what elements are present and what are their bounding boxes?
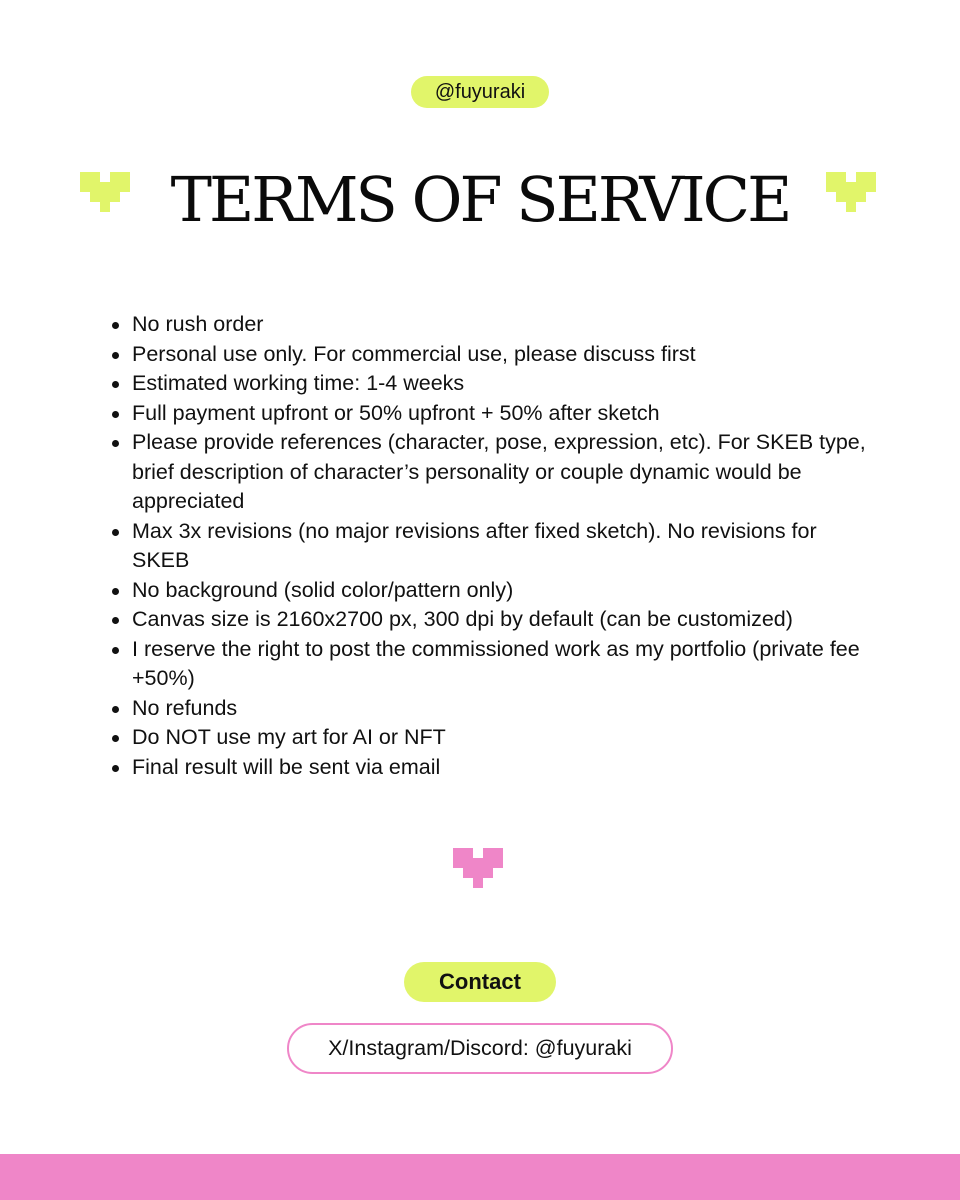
page-title: TERMS OF SERVICE bbox=[170, 163, 790, 236]
title-row bbox=[0, 150, 960, 250]
list-item: No background (solid color/pattern only) bbox=[110, 576, 870, 606]
bullet-icon bbox=[112, 647, 119, 654]
contact-label-badge bbox=[404, 962, 556, 1002]
bullet-icon bbox=[112, 529, 119, 536]
list-item: Do NOT use my art for AI or NFT bbox=[110, 723, 870, 753]
list-item: Full payment upfront or 50% upfront + 50% after sketch bbox=[110, 399, 870, 429]
list-item: Final result will be sent via email bbox=[110, 753, 870, 783]
bullet-icon bbox=[112, 765, 119, 772]
bullet-icon bbox=[112, 440, 119, 447]
bullet-icon bbox=[112, 352, 119, 359]
list-item: No rush order bbox=[110, 310, 870, 340]
contact-details-box bbox=[287, 1023, 673, 1074]
pixel-heart-icon bbox=[826, 172, 876, 212]
list-item: Estimated working time: 1-4 weeks bbox=[110, 369, 870, 399]
bullet-icon bbox=[112, 706, 119, 713]
pixel-heart-icon bbox=[453, 848, 503, 888]
bullet-icon bbox=[112, 735, 119, 742]
list-item: I reserve the right to post the commissioned work as my portfolio (private fee +50%) bbox=[110, 635, 870, 694]
bullet-icon bbox=[112, 411, 119, 418]
handle-text: @fuyuraki bbox=[434, 80, 526, 103]
footer-bar bbox=[0, 1154, 960, 1200]
bullet-icon bbox=[112, 588, 119, 595]
bullet-icon bbox=[112, 322, 119, 329]
terms-list bbox=[110, 310, 870, 782]
list-item: Personal use only. For commercial use, please discuss first bbox=[110, 340, 870, 370]
list-item: Please provide references (character, pose, expression, etc). For SKEB type, brief description of character’s personality or couple dynamic would be appreciated bbox=[110, 428, 870, 517]
contact-details: X/Instagram/Discord: @fuyuraki bbox=[328, 1036, 632, 1060]
bullet-icon bbox=[112, 381, 119, 388]
list-item: Canvas size is 2160x2700 px, 300 dpi by default (can be customized) bbox=[110, 605, 870, 635]
handle-badge bbox=[411, 76, 549, 108]
bullet-icon bbox=[112, 617, 119, 624]
list-item: Max 3x revisions (no major revisions after fixed sketch). No revisions for SKEB bbox=[110, 517, 870, 576]
contact-label: Contact bbox=[439, 969, 521, 994]
list-item: No refunds bbox=[110, 694, 870, 724]
